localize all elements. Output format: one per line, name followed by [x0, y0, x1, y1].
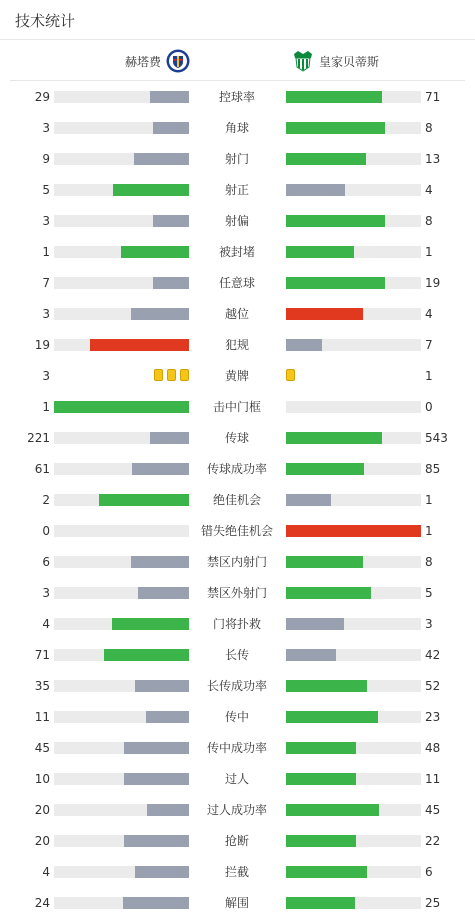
stat-label: 门将扑救 [212, 617, 261, 631]
away-stat-bar-fill [286, 184, 345, 196]
away-stat-bar [286, 773, 421, 785]
home-stat-bar-fill [150, 91, 189, 103]
away-stat-bar [286, 494, 421, 506]
away-stat-value: 85 [425, 462, 441, 476]
home-stat-value: 45 [34, 741, 50, 755]
stat-row [0, 639, 475, 670]
home-stat-value: 4 [42, 865, 50, 879]
stat-label: 射门 [224, 152, 249, 166]
away-stat-bar-fill [286, 91, 382, 103]
stat-label: 越位 [224, 307, 249, 321]
stat-row [0, 174, 475, 205]
stat-row [0, 732, 475, 763]
home-stat-bar [54, 711, 189, 723]
away-stat-value: 22 [425, 834, 441, 848]
away-stat-bar-fill [286, 308, 363, 320]
stat-row [0, 298, 475, 329]
home-stat-bar [54, 897, 189, 909]
stat-label: 射正 [224, 183, 249, 197]
home-stat-bar-fill [124, 742, 189, 754]
away-stat-bar-fill [286, 494, 331, 506]
home-stat-value: 3 [42, 121, 50, 135]
away-stat-value: 8 [425, 121, 433, 135]
home-stat-bar-fill [153, 122, 189, 134]
home-stat-bar [54, 587, 189, 599]
home-stat-bar-fill [113, 184, 189, 196]
home-stat-bar [54, 773, 189, 785]
stat-row [0, 856, 475, 887]
away-stat-value: 25 [425, 896, 441, 910]
page-title: 技术统计 [15, 12, 76, 30]
away-stat-value: 13 [425, 152, 441, 166]
home-stat-value: 35 [34, 679, 50, 693]
stat-label: 禁区外射门 [206, 586, 267, 600]
stat-label: 禁区内射门 [206, 555, 267, 569]
stat-row [0, 329, 475, 360]
stat-label: 解围 [224, 896, 249, 910]
stat-label: 过人 [224, 772, 249, 786]
away-stat-bar [286, 649, 421, 661]
away-stat-bar-fill [286, 866, 367, 878]
away-stat-bar-fill [286, 835, 356, 847]
home-stat-bar [54, 618, 189, 630]
home-team[interactable] [125, 49, 190, 73]
home-stat-value: 4 [42, 617, 50, 631]
yellow-card-icon [167, 369, 176, 381]
stats-list [0, 81, 475, 918]
home-stat-bar [54, 153, 189, 165]
home-stat-bar [54, 866, 189, 878]
yellow-card-icon [154, 369, 163, 381]
away-stat-value: 8 [425, 555, 433, 569]
home-stat-value: 71 [34, 648, 50, 662]
home-stat-bar-fill [146, 711, 189, 723]
away-stat-bar-fill [286, 742, 356, 754]
stat-row [0, 143, 475, 174]
home-stat-bar-fill [124, 835, 189, 847]
home-stat-bar-fill [104, 649, 189, 661]
stat-label: 抢断 [224, 834, 249, 848]
home-stat-bar [54, 277, 189, 289]
away-stat-bar-fill [286, 525, 421, 537]
home-stat-bar-fill [124, 773, 189, 785]
away-stat-value: 52 [425, 679, 441, 693]
stat-row [0, 205, 475, 236]
home-stat-value: 221 [27, 431, 50, 445]
away-stat-value: 543 [425, 431, 448, 445]
stats-header [0, 0, 475, 40]
home-stat-bar-fill [153, 215, 189, 227]
away-stat-value: 6 [425, 865, 433, 879]
stat-row [0, 267, 475, 298]
home-stat-bar [54, 432, 189, 444]
away-stat-value: 19 [425, 276, 441, 290]
home-stat-bar [54, 401, 189, 413]
away-stat-bar [286, 618, 421, 630]
home-stat-bar-fill [153, 277, 189, 289]
home-stat-value: 9 [42, 152, 50, 166]
stat-row [0, 391, 475, 422]
away-yellow-cards [286, 369, 295, 383]
away-stat-bar-fill [286, 773, 356, 785]
home-stat-value: 2 [42, 493, 50, 507]
away-stat-bar-fill [286, 804, 379, 816]
stat-row [0, 670, 475, 701]
away-stat-value: 11 [425, 772, 441, 786]
away-stat-bar-fill [286, 215, 385, 227]
away-stat-value: 1 [425, 245, 433, 259]
away-stat-bar-fill [286, 587, 371, 599]
stat-row [0, 763, 475, 794]
home-stat-bar [54, 525, 189, 537]
stat-label: 错失绝佳机会 [200, 524, 273, 538]
away-stat-value: 0 [425, 400, 433, 414]
home-stat-bar [54, 91, 189, 103]
away-stat-bar-fill [286, 277, 385, 289]
away-stat-bar-fill [286, 246, 354, 258]
away-stat-bar-fill [286, 556, 363, 568]
away-stat-bar [286, 215, 421, 227]
yellow-card-icon [180, 369, 189, 381]
home-stat-bar [54, 463, 189, 475]
away-stat-bar [286, 308, 421, 320]
away-stat-value: 45 [425, 803, 441, 817]
away-stat-bar [286, 463, 421, 475]
away-stat-bar [286, 525, 421, 537]
stat-label: 过人成功率 [206, 803, 267, 817]
stat-row [0, 887, 475, 918]
home-stat-bar-fill [135, 866, 189, 878]
home-stat-bar-fill [112, 618, 189, 630]
away-stat-bar-fill [286, 463, 364, 475]
home-stat-value: 6 [42, 555, 50, 569]
stat-label: 射偏 [224, 214, 249, 228]
stat-row [0, 608, 475, 639]
away-stat-value: 23 [425, 710, 441, 724]
home-stat-value: 1 [42, 245, 50, 259]
home-stat-value: 5 [42, 183, 50, 197]
home-stat-bar-fill [54, 401, 189, 413]
away-stat-value: 3 [425, 617, 433, 631]
away-stat-value: 1 [425, 493, 433, 507]
home-stat-bar [54, 835, 189, 847]
away-stat-value: 4 [425, 183, 433, 197]
home-stat-bar [54, 122, 189, 134]
away-stat-value: 5 [425, 586, 433, 600]
away-stat-bar-fill [286, 649, 336, 661]
home-stat-bar [54, 308, 189, 320]
away-stat-bar-fill [286, 153, 366, 165]
getafe-crest-icon [166, 49, 190, 73]
home-stat-bar [54, 494, 189, 506]
home-stat-bar-fill [99, 494, 189, 506]
stat-label: 传中 [224, 710, 249, 724]
stat-row [0, 577, 475, 608]
stat-row [0, 81, 475, 112]
home-stat-value: 7 [42, 276, 50, 290]
stat-row [0, 701, 475, 732]
away-stat-bar [286, 246, 421, 258]
away-stat-bar [286, 556, 421, 568]
stat-row [0, 360, 475, 391]
home-stat-bar-fill [123, 897, 189, 909]
away-stat-bar [286, 184, 421, 196]
home-stat-value: 19 [34, 338, 50, 352]
away-stat-bar [286, 897, 421, 909]
away-stat-bar-fill [286, 680, 367, 692]
home-stat-bar-fill [131, 556, 189, 568]
away-stat-value: 48 [425, 741, 441, 755]
stat-label: 被封堵 [218, 245, 255, 259]
stat-row [0, 484, 475, 515]
stat-row [0, 453, 475, 484]
home-stat-value: 0 [42, 524, 50, 538]
home-yellow-cards [154, 369, 189, 383]
stat-label: 控球率 [218, 90, 255, 104]
stat-label: 角球 [224, 121, 249, 135]
home-stat-bar [54, 804, 189, 816]
home-stat-value: 61 [34, 462, 50, 476]
away-stat-bar [286, 339, 421, 351]
away-stat-bar [286, 432, 421, 444]
away-stat-bar [286, 711, 421, 723]
stat-row [0, 794, 475, 825]
away-stat-value: 1 [425, 369, 433, 383]
stat-label: 绝佳机会 [212, 493, 261, 507]
stat-label: 击中门框 [212, 400, 261, 414]
home-stat-value: 20 [34, 834, 50, 848]
away-stat-bar [286, 277, 421, 289]
stat-label: 犯规 [224, 338, 249, 352]
stat-label: 传球 [224, 431, 249, 445]
stat-row [0, 546, 475, 577]
home-stat-bar [54, 246, 189, 258]
away-stat-bar [286, 866, 421, 878]
home-stat-bar [54, 215, 189, 227]
home-stat-bar-fill [150, 432, 189, 444]
away-stat-value: 8 [425, 214, 433, 228]
stat-row [0, 112, 475, 143]
home-stat-value: 29 [34, 90, 50, 104]
away-stat-value: 1 [425, 524, 433, 538]
home-stat-bar-fill [138, 587, 189, 599]
home-stat-value: 3 [42, 369, 50, 383]
away-stat-bar [286, 401, 421, 413]
home-stat-value: 3 [42, 307, 50, 321]
away-stat-bar [286, 804, 421, 816]
stat-label: 长传成功率 [206, 679, 267, 693]
away-stat-bar [286, 153, 421, 165]
home-stat-bar [54, 184, 189, 196]
away-stat-bar-fill [286, 897, 355, 909]
stat-row [0, 236, 475, 267]
away-stat-value: 42 [425, 648, 441, 662]
stat-label: 传中成功率 [206, 741, 267, 755]
stat-label: 黄牌 [224, 369, 249, 383]
stat-label: 长传 [224, 648, 249, 662]
home-stat-bar-fill [135, 680, 189, 692]
home-stat-bar-fill [134, 153, 189, 165]
stat-row [0, 422, 475, 453]
home-stat-value: 24 [34, 896, 50, 910]
home-stat-bar [54, 556, 189, 568]
home-stat-bar-fill [90, 339, 189, 351]
stat-row [0, 515, 475, 546]
away-stat-bar [286, 122, 421, 134]
home-stat-value: 3 [42, 586, 50, 600]
home-stat-value: 3 [42, 214, 50, 228]
home-stat-value: 1 [42, 400, 50, 414]
away-stat-bar [286, 680, 421, 692]
away-stat-bar-fill [286, 432, 382, 444]
away-stat-bar [286, 91, 421, 103]
home-stat-value: 20 [34, 803, 50, 817]
away-stat-bar [286, 835, 421, 847]
stat-label: 任意球 [218, 276, 255, 290]
away-stat-bar-fill [286, 711, 378, 723]
yellow-card-icon [286, 369, 295, 381]
home-stat-bar [54, 680, 189, 692]
home-stat-bar [54, 649, 189, 661]
away-stat-bar-fill [286, 339, 322, 351]
home-stat-bar-fill [132, 463, 189, 475]
away-stat-value: 7 [425, 338, 433, 352]
away-team[interactable] [291, 49, 379, 73]
home-stat-bar [54, 339, 189, 351]
real-betis-crest-icon [291, 49, 315, 73]
away-stat-bar-fill [286, 122, 385, 134]
home-team-name: 赫塔费 [124, 54, 161, 69]
home-stat-bar [54, 742, 189, 754]
home-stat-bar-fill [131, 308, 189, 320]
home-stat-bar-fill [121, 246, 189, 258]
stat-label: 拦截 [224, 865, 249, 879]
away-stat-bar-fill [286, 618, 344, 630]
home-stat-value: 10 [34, 772, 50, 786]
home-stat-value: 11 [34, 710, 50, 724]
away-team-name: 皇家贝蒂斯 [319, 54, 380, 69]
away-stat-value: 4 [425, 307, 433, 321]
away-stat-bar [286, 742, 421, 754]
teams-row [10, 41, 465, 81]
away-stat-bar [286, 587, 421, 599]
stat-label: 传球成功率 [206, 462, 267, 476]
home-stat-bar-fill [147, 804, 189, 816]
away-stat-value: 71 [425, 90, 441, 104]
stat-row [0, 825, 475, 856]
